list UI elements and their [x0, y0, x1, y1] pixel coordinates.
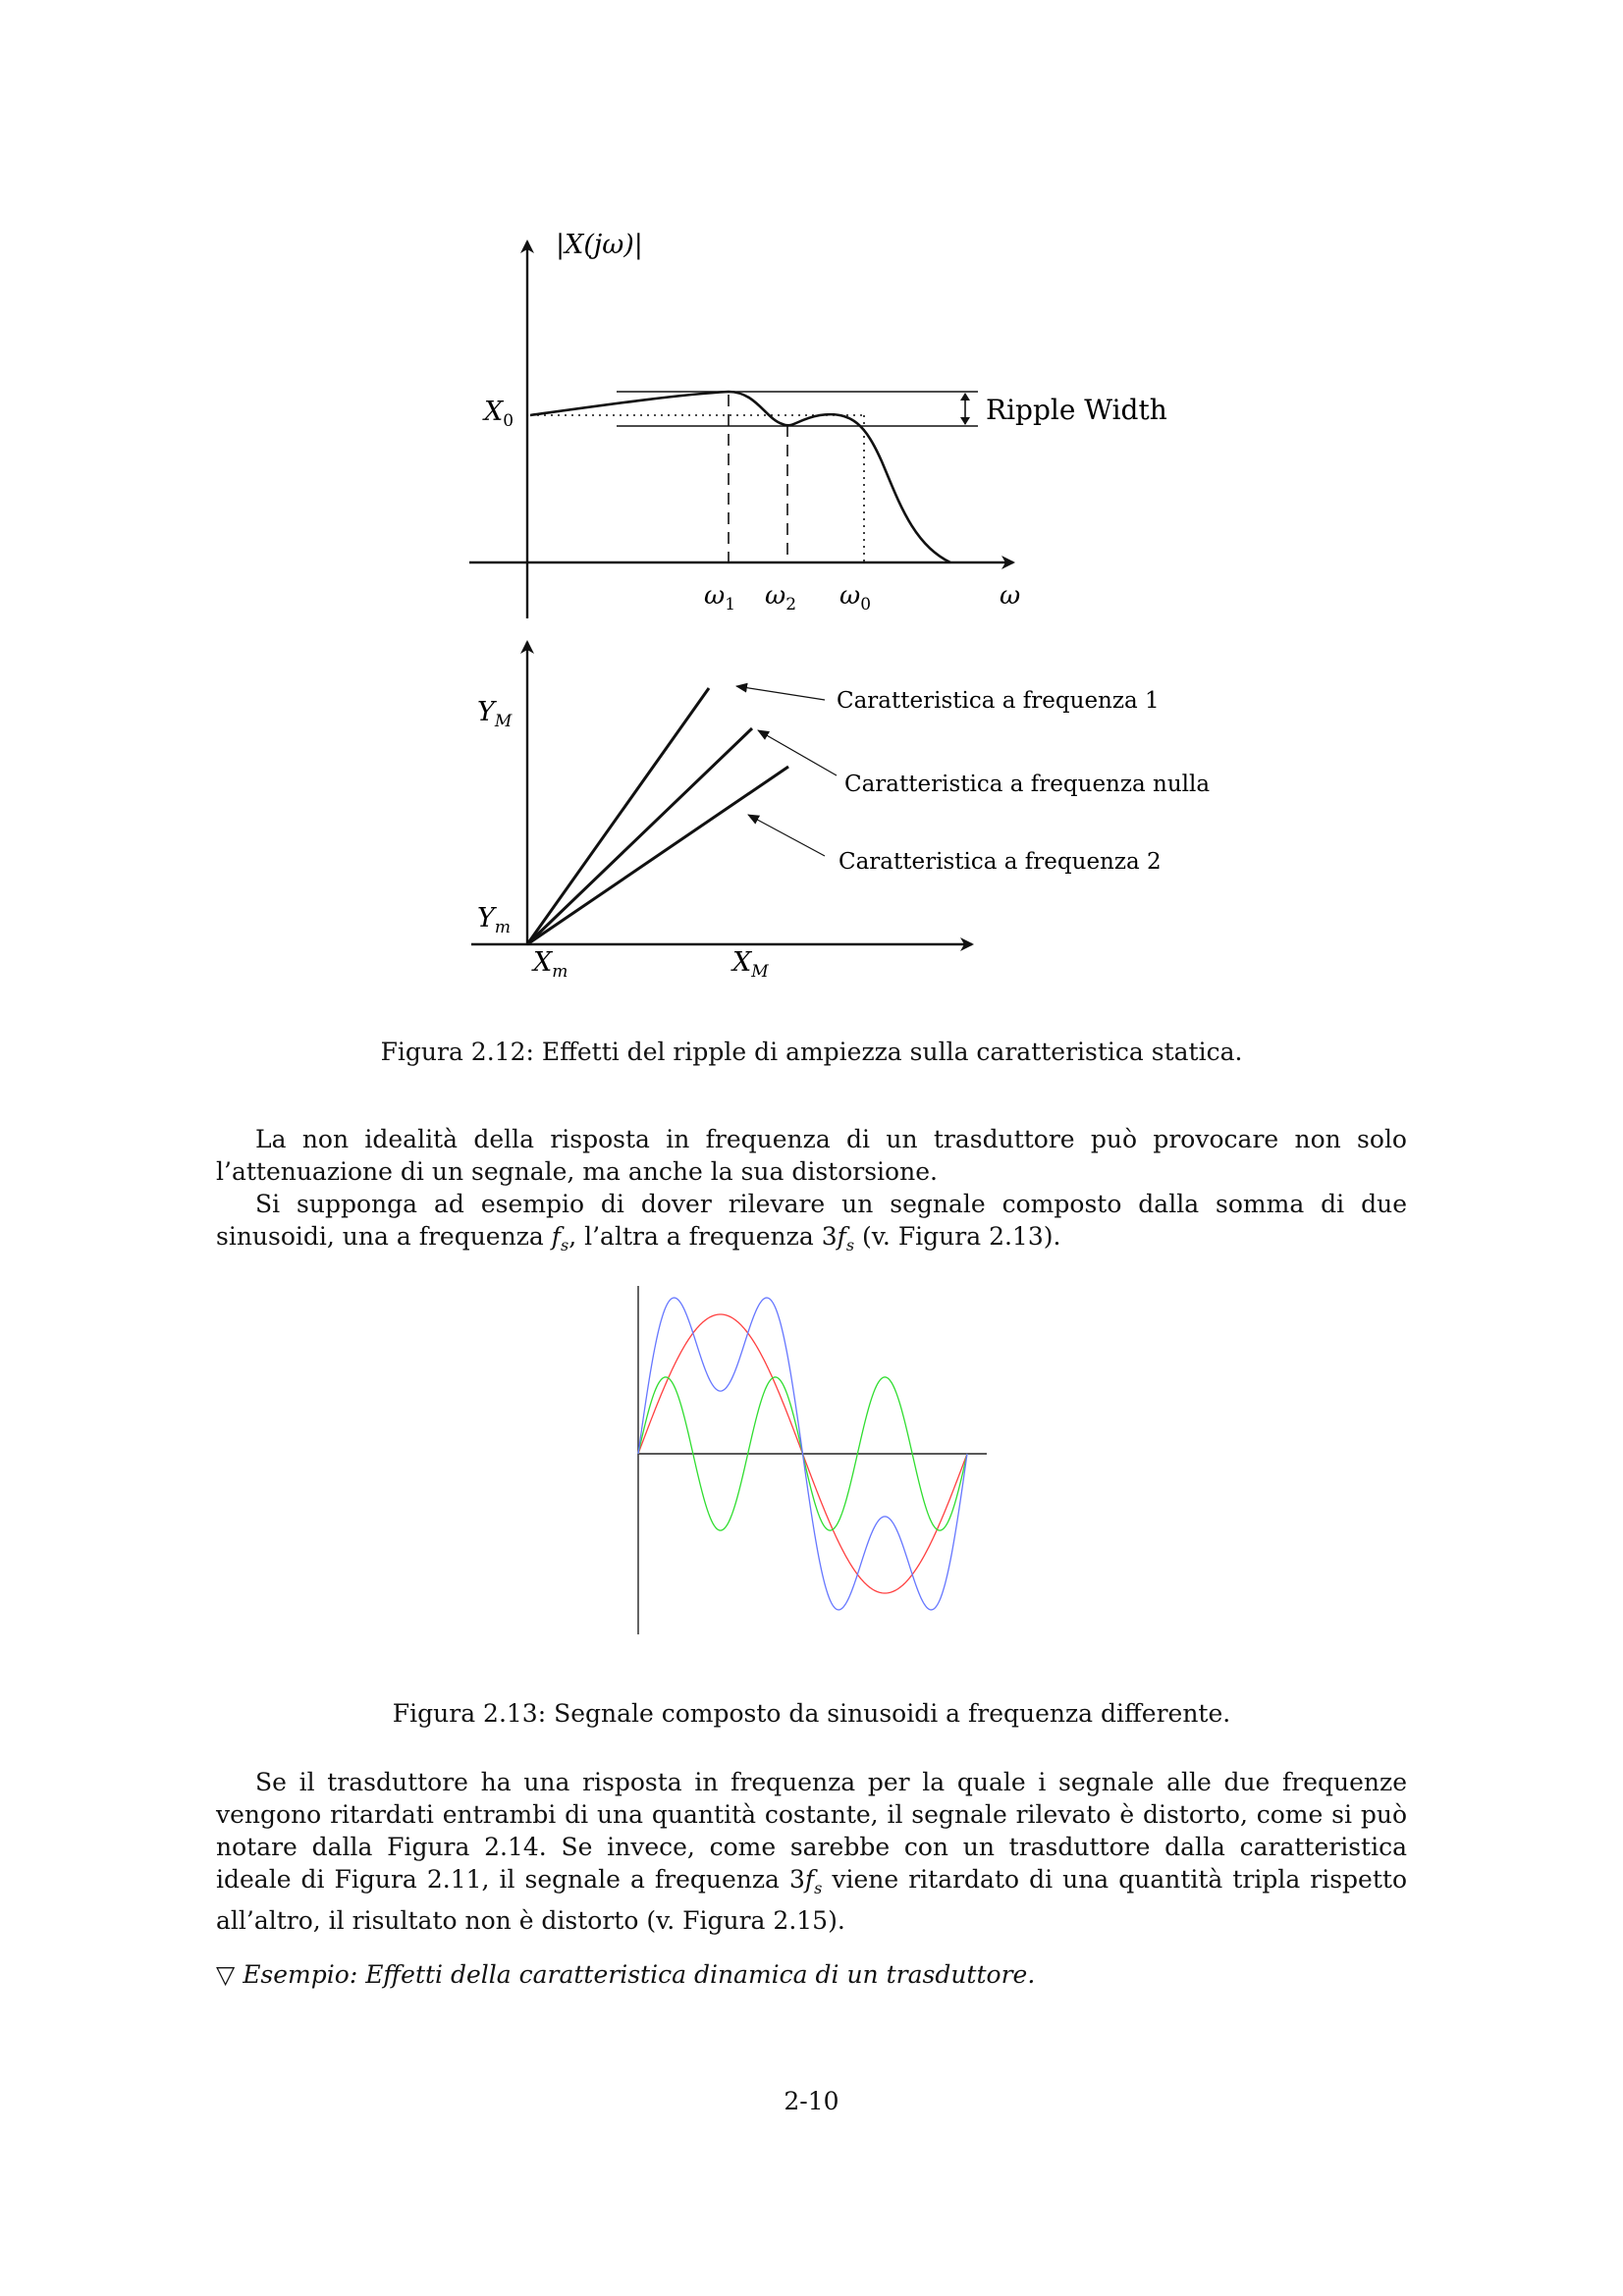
characteristic-freq-2: [527, 767, 788, 944]
figure-2-13-caption: Figura 2.13: Segnale composto da sinusoidi a frequenza differente.: [392, 1699, 1231, 1728]
example-text: Esempio: Effetti della caratteristica dinamica di un trasduttore.: [243, 1960, 1036, 1989]
omega0-tick-label: $\omega_0$: [839, 581, 872, 614]
xm-max-label: $X_M$: [732, 947, 769, 982]
omega2-tick-label: $\omega_2$: [765, 581, 797, 614]
frequency-response-curve: [530, 392, 950, 562]
annotation-arrow-zero: [758, 730, 837, 775]
figure-2-12: [0, 0, 1623, 1011]
figure-2-12-caption: Figura 2.12: Effetti del ripple di ampiezza sulla caratteristica statica.: [380, 1038, 1243, 1066]
annotation-freq-zero: Caratteristica a frequenza nulla: [844, 772, 1211, 797]
xm-min-label: $X_m$: [533, 947, 568, 982]
characteristic-freq-zero: [527, 728, 752, 944]
omega-axis-label: ω: [1000, 581, 1021, 611]
ripple-marker-up-arrow: [960, 393, 970, 400]
triangle-down-icon: ▽: [216, 1960, 236, 1989]
paragraph-1-sentence-1: La non idealità della risposta in frequenza di un trasduttore può provocare non solo l’attenuazione di un segnale, ma anche la sua distorsione.: [216, 1125, 1407, 1186]
figure-2-13-chart: [609, 1276, 1001, 1649]
omega1-tick-label: $\omega_1$: [704, 581, 736, 614]
paragraph-1-sentence-2: Si supponga ad esempio di dover rilevare un segnale composto dalla somma di due sinusoidi, una a frequenza $f_s$, l’altra a frequenza $3f_s$ (v. Figura 2.13).: [216, 1190, 1407, 1255]
paragraph-2-text: Se il trasduttore ha una risposta in frequenza per la quale i segnale alle due frequenze vengono ritardati entrambi di una quantità costante, il segnale rilevato è distorto, come si può notare dalla Figura 2.14. Se invece, come sarebbe con un trasduttore dalla caratteristica ideale di Figura 2.11, il segnale a frequenza $3f_s$ viene ritardato di una quantità tripla rispetto all’altro, il risultato non è distorto (v. Figura 2.15).: [216, 1768, 1407, 1935]
characteristic-freq-1: [527, 688, 709, 944]
paragraph-1: [216, 1123, 1407, 1261]
ym-max-label: $Y_M$: [477, 697, 513, 731]
ym-min-label: $Y_m$: [477, 903, 511, 937]
annotation-arrow-1: [736, 686, 825, 700]
annotation-freq-1: Caratteristica a frequenza 1: [837, 688, 1160, 714]
example-heading: [216, 1960, 1035, 1989]
annotation-arrow-2: [748, 815, 825, 856]
paragraph-2: [216, 1766, 1407, 1937]
top-y-label: |X(jω)|: [556, 230, 643, 260]
x0-label: $X_0$: [484, 397, 514, 431]
ripple-marker-down-arrow: [960, 417, 970, 425]
page-number: 2-10: [784, 2087, 839, 2115]
annotation-freq-2: Caratteristica a frequenza 2: [839, 849, 1162, 875]
ripple-width-label: Ripple Width: [986, 394, 1167, 426]
